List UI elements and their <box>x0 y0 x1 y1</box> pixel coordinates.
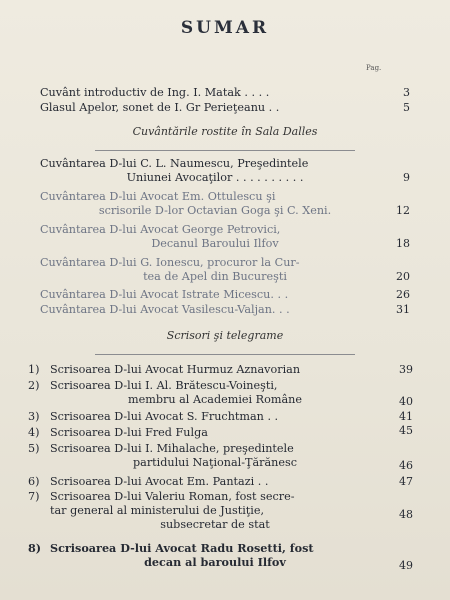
toc-entry <box>40 288 410 302</box>
toc-entry-text: Cuvântarea D-lui C. L. Naumescu, Preşedintele <box>40 157 309 170</box>
toc-entry-number: 8) <box>28 541 42 555</box>
toc-entry-page: 39 <box>399 363 413 376</box>
toc-entry-text: Cuvântarea D-lui G. Ionescu, procuror la Cur- <box>40 256 300 269</box>
divider <box>95 354 355 355</box>
toc-entry <box>40 86 410 100</box>
toc-entry-text: Scrisoarea D-lui I. Mihalache, preşedintele <box>50 442 294 455</box>
toc-entry <box>40 303 410 317</box>
toc-entry-page: 26 <box>396 288 410 301</box>
toc-entry-page: 12 <box>396 204 410 217</box>
toc-entry-text: Cuvântarea D-lui Avocat Em. Ottulescu şi <box>40 190 276 203</box>
toc-entry-text-cont: tar general al ministerului de Justiţie, <box>50 504 265 517</box>
toc-entry-page: 47 <box>399 475 413 488</box>
toc-entry-text-cont: decan al baroului Ilfov <box>144 555 286 569</box>
toc-entry-text: Scrisoarea D-lui Valeriu Roman, fost secre- <box>50 490 295 503</box>
toc-entry-text: Scrisoarea D-lui Avocat Hurmuz Aznavorian <box>50 363 301 376</box>
toc-entry-page: 49 <box>399 559 413 572</box>
divider <box>95 150 355 151</box>
toc-entry-page: 46 <box>399 459 413 472</box>
toc-entry-text-cont: Decanul Baroului Ilfov <box>151 237 279 250</box>
toc-entry-page: 9 <box>403 171 410 184</box>
toc-entry-text-cont: tea de Apel din Bucureşti <box>143 270 287 283</box>
toc-entry-page: 40 <box>399 395 413 408</box>
toc-entry-page: 45 <box>399 424 413 437</box>
section-heading: Cuvântările rostite în Sala Dalles <box>132 125 318 138</box>
toc-entry-text: Scrisoarea D-lui Avocat Radu Rosetti, fost <box>50 541 314 555</box>
toc-entry <box>28 379 413 409</box>
page-column-label: Pag. <box>366 64 382 72</box>
toc-entry-number: 4) <box>28 426 40 439</box>
toc-entry-text: Scrisoarea D-lui Avocat S. Fruchtman . . <box>50 410 279 423</box>
toc-entry-page: 5 <box>403 101 410 114</box>
toc-entry <box>40 256 410 284</box>
toc-entry-text-cont: scrisorile D-lor Octavian Goga şi C. Xeni. <box>98 204 332 217</box>
toc-entry-text: Scrisoarea D-lui Avocat Em. Pantazi . . <box>50 475 269 488</box>
toc-entry-number: 3) <box>28 410 40 423</box>
toc-entry-page: 20 <box>396 270 410 283</box>
toc-entry-text: Scrisoarea D-lui Fred Fulga <box>50 426 208 439</box>
toc-entry-text: Cuvânt introductiv de Ing. I. Matak . . . . <box>40 86 270 99</box>
toc-entry-text: Cuvântarea D-lui Avocat Vasilescu-Valjan. . . <box>40 303 290 316</box>
toc-entry-page: 48 <box>399 508 413 521</box>
toc-entry-number: 6) <box>28 475 40 488</box>
toc-entry-text: Scrisoarea D-lui I. Al. Brătescu-Voineşti, <box>50 379 278 392</box>
toc-entry-page: 18 <box>396 237 410 250</box>
toc-entry <box>40 223 410 251</box>
toc-entry-text: Glasul Apelor, sonet de I. Gr Perieţeanu . . <box>40 101 280 114</box>
toc-entry-text-cont: partidului Naţional-Ţărănesc <box>132 456 298 469</box>
toc-entry-text: Cuvântarea D-lui Avocat Istrate Micescu. . . <box>40 288 289 301</box>
toc-entry <box>28 541 413 573</box>
toc-entry-text-cont: subsecretar de stat <box>160 518 270 531</box>
toc-entry <box>40 190 410 218</box>
toc-entry-page: 3 <box>403 86 410 99</box>
toc-entry-page: 41 <box>399 410 413 423</box>
toc-entry-page: 31 <box>396 303 410 316</box>
toc-entry-number: 2) <box>28 379 40 392</box>
toc-entry-text: Cuvântarea D-lui Avocat George Petrovici, <box>40 223 281 236</box>
toc-entry-text-cont: Uniunei Avocaţilor . . . . . . . . . . <box>126 171 304 184</box>
toc-entry-number: 7) <box>28 490 40 503</box>
toc-entry-number: 1) <box>28 363 40 376</box>
toc-entry <box>40 101 410 115</box>
toc-entry <box>28 490 413 536</box>
section-heading: Scrisori şi telegrame <box>166 329 284 342</box>
page-title: SUMAR <box>180 18 270 38</box>
toc-entry <box>28 442 413 472</box>
toc-entry-number: 5) <box>28 442 40 455</box>
toc-entry <box>40 157 410 185</box>
toc-entry-text-cont: membru al Academiei Române <box>128 393 302 406</box>
